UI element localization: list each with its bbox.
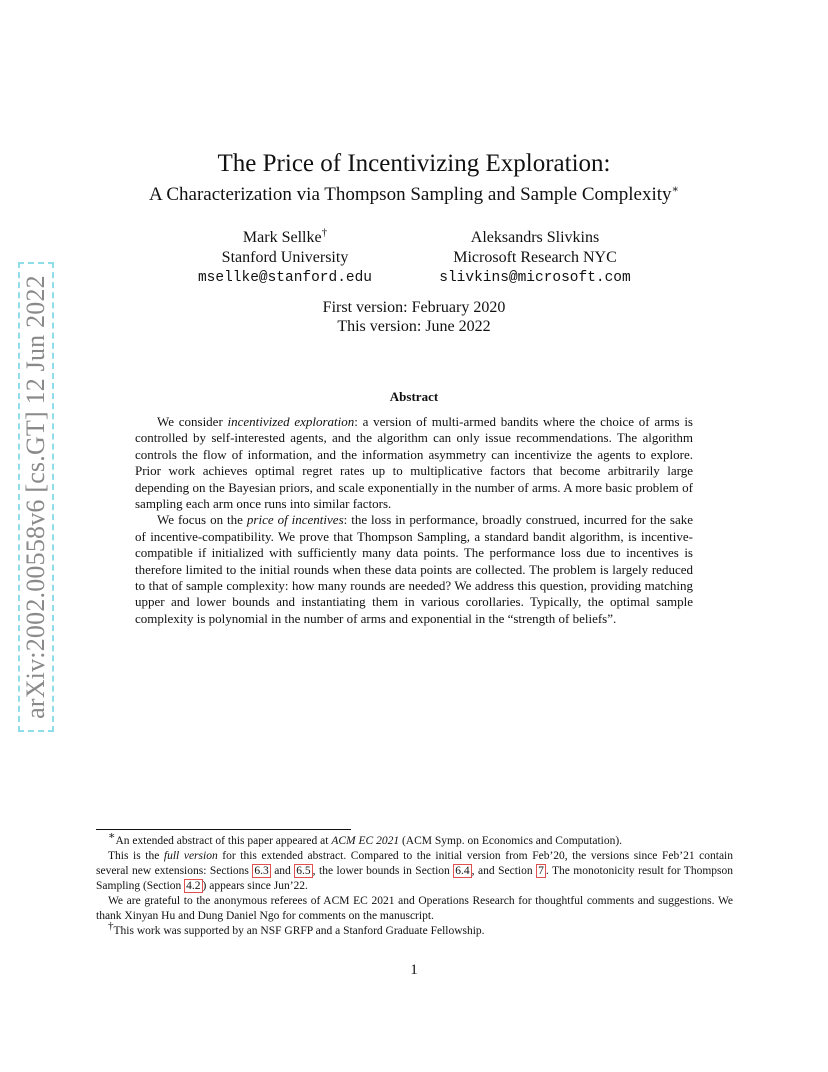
footnote-mark: †	[108, 920, 114, 933]
abstract-body	[135, 414, 693, 627]
author-name-text-1: Mark Sellke	[242, 229, 322, 246]
text-run: We focus on the	[157, 512, 247, 528]
footnote-1-paragraph-2	[96, 849, 733, 894]
section-link[interactable]: 6.3	[254, 865, 269, 877]
author-name-1	[180, 228, 390, 248]
abstract-paragraph-1	[135, 414, 693, 512]
section-link[interactable]: 4.2	[186, 880, 201, 892]
section-link[interactable]: 6.5	[296, 865, 311, 877]
footnote-1-paragraph-3: We are grateful to the anonymous referees of ACM EC 2021 and Operations Research for thoughtful comments and suggestions. We thank Xinyan Hu and Dung Daniel Ngo for comments on the manuscript.	[96, 895, 733, 922]
section-link[interactable]: 6.4	[455, 865, 470, 877]
text-run: : the loss in performance, broadly construed, incurred for the sake of incentive-compatibility. We prove that Thompson Sampling, a standard bandit algorithm, is incentive-compatible if initialized with sufficiently many data points. The performance loss due to incentives is therefore limited to the initial rounds when these data points are collected. The problem is largely reduced to that of sample complexity: how many rounds are needed? We address this question, providing matching upper and lower bounds and instantiating them in various corollaries. Typically, the optimal sample complexity is polynomial in the number of arms and exponential in the “strength of beliefs”.	[135, 512, 693, 626]
text-run: This is the	[108, 850, 164, 862]
first-version: First version: February 2020	[322, 299, 506, 316]
author-block-1	[180, 228, 390, 288]
subtitle-text: A Characterization via Thompson Sampling and Sample Complexity	[148, 184, 672, 205]
paper-subtitle	[0, 184, 828, 206]
author-footnote-mark[interactable]: †	[321, 226, 328, 239]
text-run: This work was supported by an NSF GRFP and a Stanford Graduate Fellowship.	[113, 925, 485, 937]
text-run: We consider	[157, 414, 228, 429]
abstract-heading: Abstract	[389, 389, 439, 404]
text-run: . The monotonicity result for Thompson Sampling (Section	[96, 865, 734, 892]
text-run: and	[270, 865, 295, 877]
text-run: , and Section	[471, 865, 537, 877]
emphasis-term: incentivized exploration	[227, 414, 355, 429]
version-info	[0, 298, 828, 336]
author-email-1[interactable]: msellke@stanford.edu	[197, 270, 373, 286]
footnote-rule	[96, 829, 351, 830]
emphasis-term: full version	[163, 850, 218, 862]
text-run: An extended abstract of this paper appeared at	[115, 835, 332, 847]
footnote-mark: ∗	[108, 830, 116, 843]
paper-title: The Price of Incentivizing Exploration:	[217, 150, 611, 177]
text-run: ) appears since Jun’22.	[202, 880, 308, 892]
text-run: for this extended abstract. Compared to the initial version from Feb’20, the versions since Feb’21 contain several new extensions: Sections	[96, 850, 733, 877]
subtitle-footnote-mark[interactable]: ∗	[671, 183, 680, 196]
text-run: : a version of multi-armed bandits where the choice of arms is controlled by self-interested agents, and the algorithm can only issue recommendations. The algorithm controls the flow of information, and the information asymmetry can incentivize the agents to explore. Prior work achieves optimal regret rates up to multiplicative factors that become arbitrarily large depending on the Bayesian priors, and scale exponentially in the number of arms. A more basic problem of sampling each arm once runs into similar factors.	[135, 414, 693, 512]
text-run: , the lower bounds in Section	[312, 865, 454, 877]
footnotes	[96, 830, 734, 939]
emphasis-term: ACM EC 2021	[331, 835, 400, 847]
author-affiliation-2: Microsoft Research NYC	[453, 249, 617, 266]
author-affiliation-1: Stanford University	[221, 249, 349, 266]
abstract-paragraph-2	[135, 512, 693, 627]
arxiv-identifier: arXiv:2002.00558v6 [cs.GT] 12 Jun 2022	[21, 275, 50, 719]
current-version: This version: June 2022	[337, 318, 491, 335]
author-block-2	[415, 228, 655, 288]
author-email-2[interactable]: slivkins@microsoft.com	[439, 270, 631, 286]
author-name-2: Aleksandrs Slivkins	[470, 229, 600, 246]
footnote-1	[96, 830, 733, 849]
emphasis-term: price of incentives	[246, 512, 344, 528]
text-run: (ACM Symp. on Economics and Computation).	[399, 835, 623, 847]
section-link[interactable]: 7	[538, 865, 544, 877]
footnote-2	[96, 920, 733, 939]
page-number: 1	[410, 962, 418, 978]
